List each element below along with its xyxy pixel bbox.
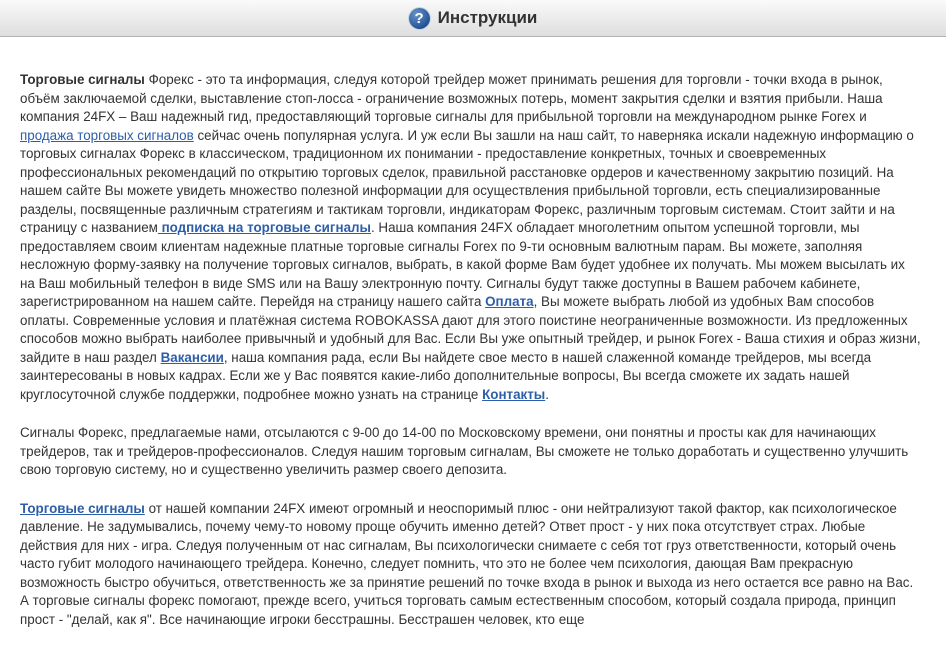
page-header	[0, 0, 946, 37]
paragraph-text: , Вы можете выбрать любой из удобных Вам способов оплаты. Современные условия и платёжная система ROBOKASSA дают для этого поистине неограниченные возможности. Из предложенных способов можно выбрать наиболее привычный и удобный для Вас. Если Вы уже опытный трейдер, и рынок Forex - Ваша стихия и образ жизни, зайдите в наш раздел	[20, 294, 921, 365]
paragraph-psychology	[20, 500, 923, 630]
paragraph-text: сейчас очень популярная услуга. И уж если Вы зашли на наш сайт, то наверняка искали надежную информацию о торговых сигналах Форекс в классическом, традиционном их понимании - предоставление конкретных, точных и своевременных профессиональных рекомендаций по открытию торговых сделок, правильной расстановке ордеров и качественному закрытию позиций. На нашем сайте Вы можете увидеть множество полезной информации для осуществления прибыльной торговли, есть специализированные разделы, посвященные различным стратегиям и тактикам торговли, индикаторам Форекс, различным торговым системам. Стоит зайти и на страницу с названием	[20, 127, 914, 235]
paragraph-signal-schedule	[20, 424, 923, 480]
paragraph-text: Форекс - это та информация, следуя которой трейдер может принимать решения для торговли - точки входа в рынок, объём заключаемой сделки, выставление стоп-лосса - ограничение возможных потерь, момент закрытия сделки и взятия прибыли. Наша компания 24FX – Ваш надежный гид, предоставляющий торговые сигналы для прибыльной торговли на международном рынке Forex и	[20, 72, 883, 124]
page-title: Инструкции	[437, 8, 538, 27]
term-trading-signals: Торговые сигналы	[20, 72, 145, 87]
link-trading-signals[interactable]: Торговые сигналы	[20, 500, 145, 516]
paragraph-trading-signals	[20, 71, 923, 404]
paragraph-text: Сигналы Форекс, предлагаемые нами, отсылаются с 9-00 до 14-00 по Московскому времени, они понятны и просты как для начинающих трейдеров, так и трейдеров-профессионалов. Следуя нашим торговым сигналам, Вы сможете не только доработать и существенно улучшить свою торговую систему, но и существенно увеличить размер своего депозита.	[20, 425, 909, 477]
paragraph-text: .	[545, 386, 549, 402]
link-contacts[interactable]: Контакты	[482, 386, 546, 402]
link-signals-subscription[interactable]: подписка на торговые сигналы	[157, 220, 371, 235]
paragraph-text: от нашей компании 24FX имеют огромный и неоспоримый плюс - они нейтрализуют такой фактор, как психологическое давление. Не задумывались, почему чему-то новому проще обучить именно детей? Ответ прост - у них пока отсутствует страх. Любые действия для них - игра. Следуя полученным от нас сигналам, Вы психологически снимаете с себя тот груз ответственности, который очень часто губит молодого начинающего трейдера. Конечно, следует помнить, что это не более чем психология, дающая Вам прекрасную возможность быстро обучиться, ответственность же за принятие решений по точке входа в рынок и выхода из него остается все равно на Вас. А торговые сигналы форекс помогают, прежде всего, учиться торговать самым естественным способом, который создала природа, принцип прост - "делай, как я". Все начинающие игроки бесстрашны. Бесстрашен человек, кто еще	[20, 500, 914, 627]
link-vacancies[interactable]: Вакансии	[160, 349, 224, 365]
help-icon: ?	[409, 8, 430, 29]
paragraph-text: . Наша компания 24FX обладает многолетним опытом успешной торговли, мы предоставляем своим клиентам надежные платные торговые сигналы Forex по 9-ти основным валютным парам. Вы можете, заполняя несложную форму-заявку на получение торговых сигналов, выбрать, в какой форме Вам будет удобнее их получать. Мы можем высылать их на Ваш мобильный телефон в виде SMS или на Вашу электронную почту. Сигналы будут также доступны в Вашем рабочем кабинете, зарегистрированном на нашем сайте. Перейдя на страницу нашего сайта	[20, 220, 905, 309]
link-signals-sale[interactable]: продажа торговых сигналов	[20, 127, 194, 143]
paragraph-text: , наша компания рада, если Вы найдете свое место в нашей слаженной команде трейдеров, мы всегда заинтересованы в новых кадрах. Если же у Вас появятся какие-либо дополнительные вопросы, Вы всегда сможете их задать нашей круглосуточной службе поддержки, подробнее можно узнать на странице	[20, 349, 872, 402]
link-payment[interactable]: Оплата	[485, 294, 534, 309]
instructions-content	[20, 71, 923, 649]
